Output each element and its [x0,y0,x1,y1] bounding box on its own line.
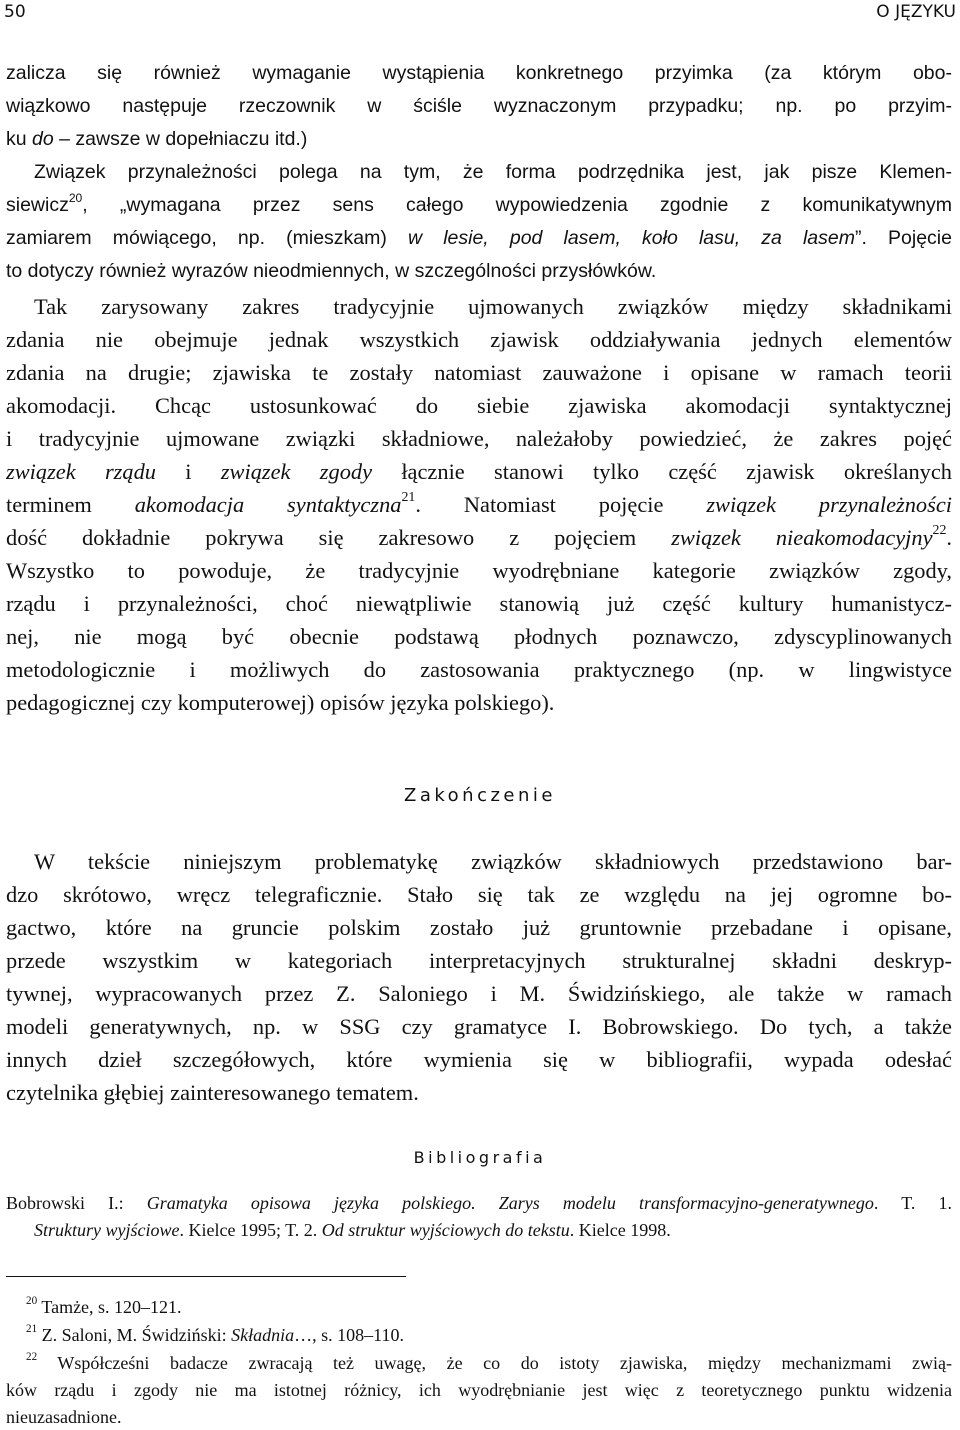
paragraph-line: pedagogicznej czy komputerowej) opisów języka polskiego). [6,690,555,715]
paragraph-line: przede wszystkim w kategoriach interpretacyjnych strukturalnej składni deskryp- [6,948,952,973]
page-header [0,0,960,30]
paragraph-line: innych dzieł szczegółowych, które wymienia się w bibliografii, wypada odesłać [6,1047,952,1072]
footnote-21: $^{21}$ Z. Saloni, M. Świdziński: Składnia…, s. 108–110. [26,1323,405,1345]
paragraph-line: gactwo, które na gruncie polskim zostało już gruntownie przebadane i opisane, [6,915,952,940]
bibliography-line: Bobrowski I.: Gramatyka opisowa języka polskiego. Zarys modelu transformacyjno-generatywnego. T. 1. [6,1193,952,1213]
footnote-number: 22 [26,1351,38,1364]
paragraph-line: zamiarem mówiącego, np. (mieszkam) w lesie, pod lasem, koło lasu, za lasem”. Pojęcie [6,227,952,249]
paragraph-line: związek rządu i związek zgody łącznie stanowi tylko część zjawisk określanych [6,459,952,484]
paragraph-line: tywnej, wypracowanych przez Z. Saloniego i M. Świdzińskiego, ale także w ramach [6,981,952,1006]
footnote-ref: 21 [401,490,416,506]
paragraph-line: i tradycyjnie ujmowane związki składniowe, należałoby powiedzieć, że zakres pojęć [6,426,952,451]
paragraph-line: dzo skrótowo, wręcz telegraficznie. Stało się tak ze względu na jej ogromne bo- [6,882,952,907]
paragraph-line: nej, nie mogą być obecnie podstawą płodnych poznawczo, zdyscyplinowanych [6,624,952,649]
paragraph-line: metodologicznie i możliwych do zastosowania praktycznego (np. w lingwistyce [6,657,952,682]
paragraph-line: zdania na drugie; zjawiska te zostały natomiast zauważone i opisane w ramach teorii [6,360,952,385]
footnote-22-end: nieuzasadnione. [6,1407,122,1427]
paragraph-line: dość dokładnie pokrywa się zakresowo z pojęciem związek nieakomodacyjny$^{22}$. [6,523,952,550]
footnote-ref: 20 [68,190,83,205]
paragraph-line: rządu i przynależności, choć niewątpliwie stanowią już część kultury humanistycz- [6,591,952,616]
paragraph-line: zalicza się również wymaganie wystąpienia konkretnego przyimka (za którym obo- [6,62,952,84]
paragraph-line: czytelnika głębiej zainteresowanego tematem. [6,1080,419,1105]
paragraph-line: akomodacji. Chcąc ustosunkować do siebie zjawiska akomodacji syntaktycznej [6,393,952,418]
paragraph-line: Wszystko to powoduje, że tradycyjnie wyodrębniane kategorie związków zgody, [6,558,952,583]
paragraph-line: Tak zarysowany zakres tradycyjnie ujmowanych związków między składnikami [34,294,952,319]
bibliography-line: Struktury wyjściowe. Kielce 1995; T. 2. Od struktur wyjściowych do tekstu. Kielce 1998. [34,1220,671,1240]
section-heading-bibliography: Bibliografia [413,1148,547,1167]
paragraph-line: modeli generatywnych, np. w SSG czy gramatyce I. Bobrowskiego. Do tych, a także [6,1014,952,1039]
paragraph-line: to dotyczy również wyrazów nieodmiennych, w szczególności przysłówków. [6,260,657,282]
paragraph-line: Związek przynależności polega na tym, że forma podrzędnika jest, jak pisze Klemen- [34,161,952,183]
footnote-number: 20 [26,1295,38,1308]
footnote-ref: 22 [932,523,947,539]
paragraph-line: wiązkowo następuje rzeczownik w ściśle wyznaczonym przypadku; np. po przyim- [6,95,952,117]
footnote-22: $^{22}$ Współcześni badacze zwracają też uwagę, że co do istoty zjawiska, między mechanizmami zwią- [26,1351,952,1373]
footnote-22-cont: ków rządu i zgody nie ma istotnej różnicy, ich wyodrębnianie jest więc z teoretycznego punktu widzenia [6,1380,952,1400]
paragraph-line: zdania nie obejmuje jednak wszystkich zjawisk oddziaływania jednych elementów [6,327,952,352]
footnote-separator [6,1276,406,1277]
footnote-20: $^{20}$ Tamże, s. 120–121. [26,1295,182,1317]
paragraph-line: ku do – zawsze w dopełniaczu itd.) [6,128,308,150]
paragraph-line: siewicz$^{20}$, „wymagana przez sens całego wypowiedzenia zgodnie z komunikatywnym [6,190,952,216]
page-number: 50 [4,2,26,22]
footnote-number: 21 [26,1323,38,1336]
running-title: O JĘZYKU [876,2,956,22]
paragraph-line: terminem akomodacja syntaktyczna$^{21}$. Natomiast pojęcie związek przynależności [6,490,952,517]
paragraph-line: W tekście niniejszym problematykę związków składniowych przedstawiono bar- [34,849,952,874]
section-heading-conclusion: Zakończenie [404,785,556,806]
